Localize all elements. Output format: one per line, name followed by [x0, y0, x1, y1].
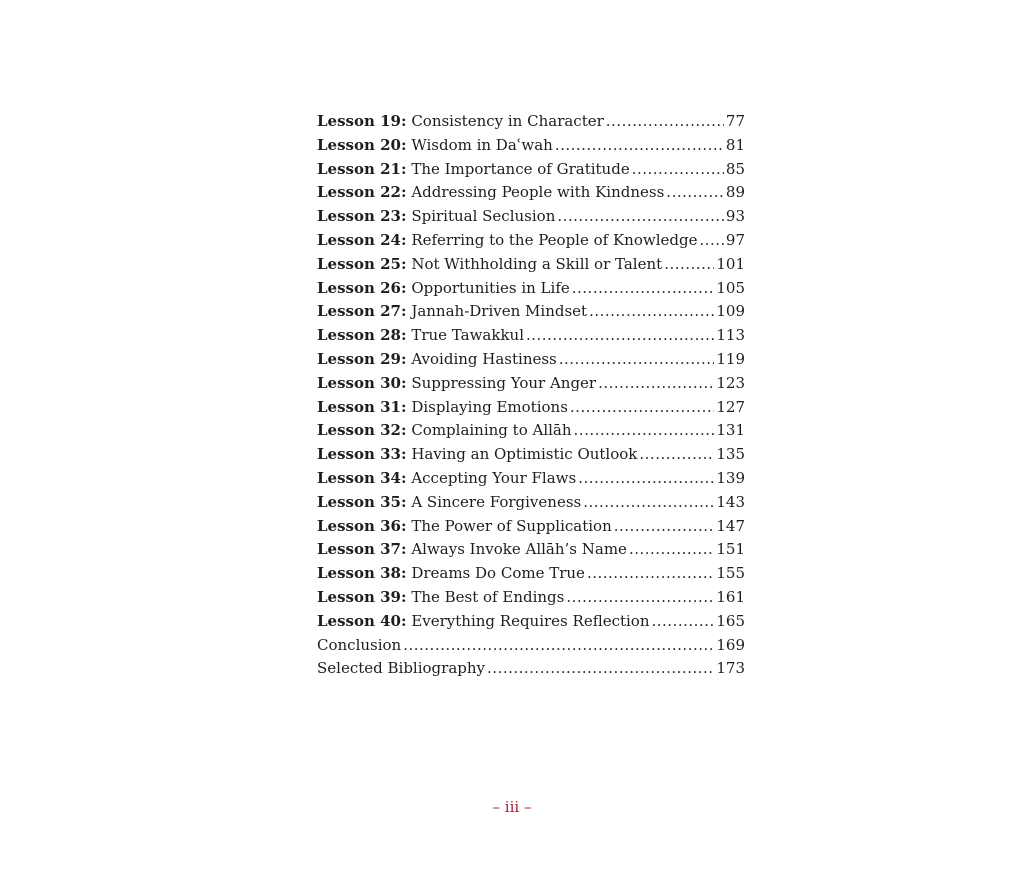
- toc-entry: [317, 396, 745, 420]
- dot-leader: [587, 562, 714, 586]
- toc-entry-page: 109: [716, 302, 745, 321]
- dot-leader: [526, 324, 714, 348]
- toc-entry-title: Selected Bibliography: [317, 659, 486, 678]
- toc-entry-page: 81: [725, 135, 745, 154]
- toc-entry-prefix: Lesson 31:: [317, 397, 407, 416]
- dot-leader: [578, 467, 714, 491]
- toc-entry-title: Wisdom in Daʿwah: [411, 135, 553, 154]
- toc-entry-page: 101: [716, 254, 745, 273]
- toc-entry: [317, 229, 745, 253]
- dot-leader: [589, 300, 714, 324]
- dot-leader: [606, 110, 724, 134]
- toc-entry: [317, 443, 745, 467]
- toc-entry-prefix: Lesson 39:: [317, 587, 407, 606]
- toc-entry-page: 113: [716, 326, 745, 345]
- toc-entry-title: Not Withholding a Skill or Talent: [411, 254, 663, 273]
- toc-entry-page: 131: [716, 421, 745, 440]
- table-of-contents: [317, 110, 745, 681]
- toc-entry-title: Consistency in Character: [411, 112, 604, 130]
- dot-leader: [652, 610, 715, 634]
- toc-entry-title: Suppressing Your Anger: [411, 373, 597, 392]
- toc-entry: [317, 419, 745, 443]
- toc-entry-page: 77: [725, 112, 745, 130]
- toc-entry-page: 151: [716, 540, 745, 559]
- dot-leader: [559, 348, 715, 372]
- dot-leader: [664, 253, 714, 277]
- toc-entry-title: Referring to the People of Knowledge: [411, 230, 698, 249]
- toc-entry: [317, 634, 745, 658]
- toc-entry-prefix: Lesson 27:: [317, 302, 407, 321]
- dot-leader: [572, 277, 715, 301]
- toc-entry: [317, 586, 745, 610]
- toc-entry-prefix: Lesson 29:: [317, 349, 407, 368]
- toc-entry: [317, 205, 745, 229]
- toc-entry-prefix: Lesson 35:: [317, 492, 407, 511]
- dot-leader: [598, 372, 714, 396]
- toc-entry: [317, 562, 745, 586]
- dot-leader: [570, 396, 714, 420]
- dot-leader: [629, 538, 714, 562]
- toc-entry-prefix: Lesson 33:: [317, 445, 407, 464]
- toc-entry: [317, 491, 745, 515]
- toc-entry-prefix: Lesson 34:: [317, 468, 407, 487]
- toc-entry-prefix: Lesson 38:: [317, 564, 407, 583]
- toc-entry-prefix: Lesson 36:: [317, 516, 407, 535]
- toc-entry: [317, 610, 745, 634]
- toc-entry-prefix: Lesson 19:: [317, 112, 407, 130]
- toc-entry-title: Complaining to Allāh: [411, 421, 572, 440]
- dot-leader: [632, 158, 724, 182]
- toc-entry-title: Accepting Your Flaws: [411, 468, 577, 487]
- toc-entry-prefix: Lesson 24:: [317, 230, 407, 249]
- toc-entry-page: 119: [716, 349, 745, 368]
- toc-entry-page: 127: [716, 397, 745, 416]
- toc-entry-title: Spiritual Seclusion: [411, 207, 556, 226]
- toc-entry-title: Displaying Emotions: [411, 397, 568, 416]
- toc-entry: [317, 134, 745, 158]
- dot-leader: [557, 205, 724, 229]
- toc-entry-title: The Power of Supplication: [411, 516, 612, 535]
- toc-entry: [317, 538, 745, 562]
- toc-entry: [317, 300, 745, 324]
- dot-leader: [583, 491, 714, 515]
- toc-entry: [317, 110, 745, 134]
- toc-entry-title: Jannah-Driven Mindset: [411, 302, 588, 321]
- toc-entry-prefix: Lesson 26:: [317, 278, 407, 297]
- toc-entry-page: 169: [716, 635, 745, 654]
- toc-entry: [317, 515, 745, 539]
- toc-entry-page: 93: [725, 207, 745, 226]
- toc-entry: [317, 657, 745, 681]
- dot-leader: [614, 515, 715, 539]
- toc-entry-prefix: Lesson 23:: [317, 207, 407, 226]
- page-number: – iii –: [492, 798, 532, 816]
- dot-leader: [487, 657, 714, 681]
- toc-entry-page: 165: [716, 611, 745, 630]
- dot-leader: [566, 586, 714, 610]
- toc-entry: [317, 467, 745, 491]
- toc-entry-prefix: Lesson 20:: [317, 135, 407, 154]
- toc-entry-prefix: Lesson 25:: [317, 254, 407, 273]
- toc-entry-title: Opportunities in Life: [411, 278, 570, 297]
- toc-entry-page: 143: [716, 492, 745, 511]
- toc-entry: [317, 348, 745, 372]
- dot-leader: [403, 634, 714, 658]
- toc-entry-title: A Sincere Forgiveness: [411, 492, 582, 511]
- dot-leader: [555, 134, 724, 158]
- dot-leader: [699, 229, 723, 253]
- toc-entry-title: True Tawakkul: [411, 326, 524, 345]
- toc-entry-title: The Best of Endings: [411, 587, 565, 606]
- toc-entry-page: 139: [716, 468, 745, 487]
- toc-entry-prefix: Lesson 32:: [317, 421, 407, 440]
- toc-entry-page: 123: [716, 373, 745, 392]
- toc-entry-prefix: Lesson 22:: [317, 183, 407, 202]
- dot-leader: [666, 181, 724, 205]
- toc-entry-page: 135: [716, 445, 745, 464]
- toc-entry-title: Conclusion: [317, 635, 402, 654]
- toc-entry-prefix: Lesson 21:: [317, 159, 407, 178]
- toc-entry: [317, 277, 745, 301]
- toc-entry-title: Always Invoke Allāh’s Name: [411, 540, 627, 559]
- dot-leader: [639, 443, 714, 467]
- toc-entry: [317, 324, 745, 348]
- toc-entry: [317, 181, 745, 205]
- toc-entry-page: 85: [725, 159, 745, 178]
- toc-entry-page: 147: [716, 516, 745, 535]
- toc-entry-title: Addressing People with Kindness: [411, 183, 665, 202]
- toc-entry-page: 97: [725, 230, 745, 249]
- toc-entry-title: Having an Optimistic Outlook: [411, 445, 638, 464]
- toc-entry-page: 105: [716, 278, 745, 297]
- toc-entry-prefix: Lesson 40:: [317, 611, 407, 630]
- dot-leader: [574, 419, 715, 443]
- toc-entry-page: 155: [716, 564, 745, 583]
- toc-entry-prefix: Lesson 28:: [317, 326, 407, 345]
- toc-entry-page: 173: [716, 659, 745, 678]
- toc-entry-prefix: Lesson 37:: [317, 540, 407, 559]
- toc-entry: [317, 372, 745, 396]
- toc-entry-prefix: Lesson 30:: [317, 373, 407, 392]
- toc-entry-title: Avoiding Hastiness: [411, 349, 557, 368]
- toc-entry: [317, 158, 745, 182]
- toc-entry-page: 161: [716, 587, 745, 606]
- toc-entry: [317, 253, 745, 277]
- toc-entry-title: Dreams Do Come True: [411, 564, 585, 583]
- toc-entry-title: The Importance of Gratitude: [411, 159, 630, 178]
- toc-entry-page: 89: [725, 183, 745, 202]
- toc-entry-title: Everything Requires Reflection: [411, 611, 650, 630]
